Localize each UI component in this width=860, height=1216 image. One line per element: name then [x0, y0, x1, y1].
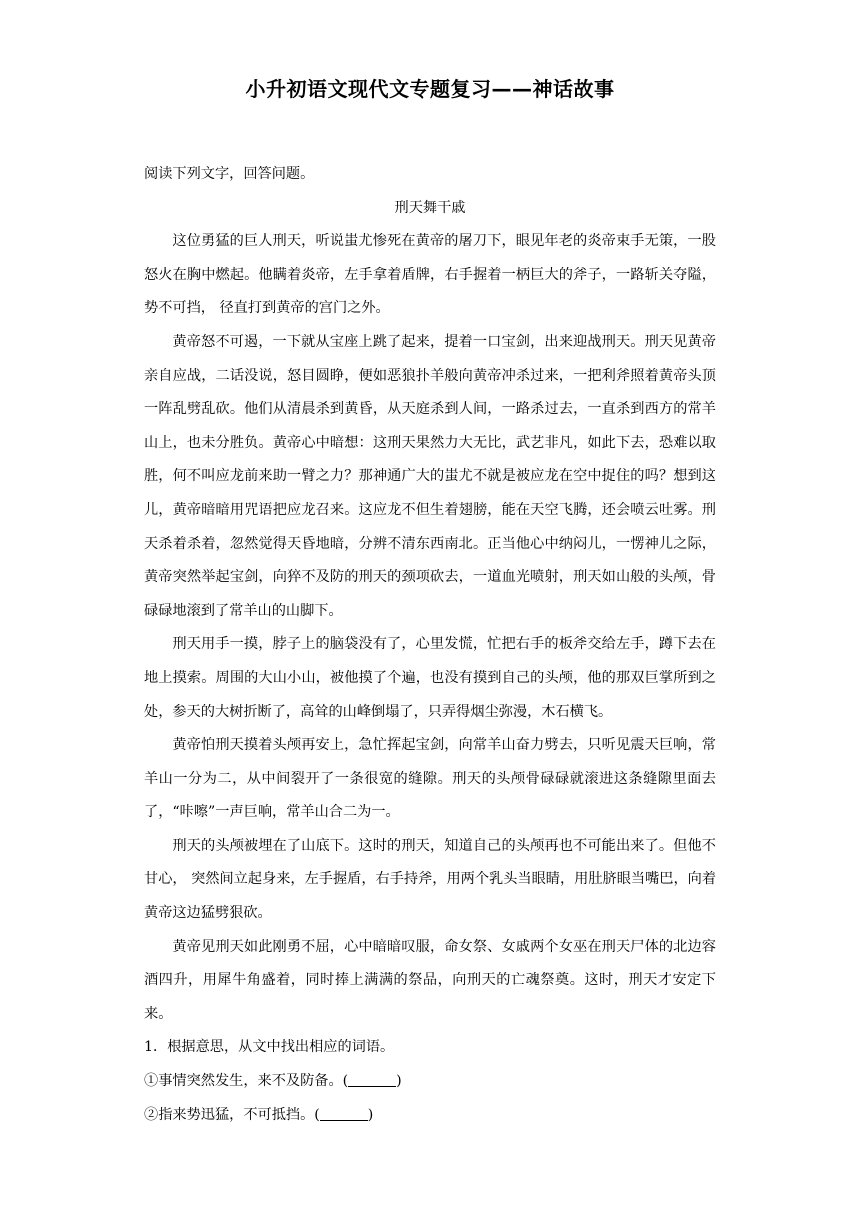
question-item-text: ①事情突然发生，来不及防备。(	[144, 1073, 349, 1090]
question-item	[144, 1099, 716, 1133]
question-1-label: 1．根据意思，从文中找出相应的词语。	[144, 1039, 395, 1056]
answer-blank[interactable]	[348, 1070, 396, 1087]
story-paragraph: 黄帝见刑天如此刚勇不屈，心中暗暗叹服，命女祭、女戚两个女巫在刑天尸体的北边容酒四升，用犀牛角盛着，同时捧上满满的祭品，向刑天的亡魂祭奠。这时，刑天才安定下来。	[144, 938, 716, 1022]
story-paragraph: 黄帝怕刑天摸着头颅再安上，急忙挥起宝剑，向常羊山奋力劈去，只听见震天巨响，常羊山一分为二，从中间裂开了一条很宽的缝隙。刑天的头颅骨碌碌就滚进这条缝隙里面去了，“咔嚓”一声巨响，常羊山合二为一。	[144, 737, 716, 821]
question-item	[144, 1065, 716, 1099]
document-title: 小升初语文现代文专题复习——神话故事	[245, 77, 615, 101]
reading-instruction: 阅读下列文字，回答问题。	[144, 166, 315, 182]
answer-blank[interactable]	[320, 1104, 368, 1121]
question-item-close: )	[367, 1106, 374, 1123]
question-item-text: ②指来势迅猛，不可抵挡。(	[144, 1106, 320, 1123]
question-item-close: )	[396, 1073, 402, 1090]
story-paragraph: 黄帝怒不可遏，一下就从宝座上跳了起来，提着一口宝剑，出来迎战刑天。刑天见黄帝亲自应战，二话没说，怒目圆睁，便如恶狼扑羊般向黄帝冲杀过来，一把利斧照着黄帝头顶一阵乱劈乱砍。他们从清晨杀到黄昏，从天庭杀到人间，一路杀过去，一直杀到西方的常羊山上，也未分胜负。黄帝心中暗想：这刑天果然力大无比，武艺非凡，如此下去，恐难以取胜，何不叫应龙前来助一臂之力？那神通广大的蚩尤不就是被应龙在空中捉住的吗？想到这儿，黄帝暗暗用咒语把应龙召来。这应龙不但生着翅膀，能在天空飞腾，还会喷云吐雾。刑天杀着杀着，忽然觉得天昏地暗，分辨不清东西南北。正当他心中纳闷儿，一愣神儿之际，黄帝突然举起宝剑，向猝不及防的刑天的颈项砍去，一道血光喷射，刑天如山般的头颅，骨碌碌地滚到了常羊山的山脚下。	[144, 333, 716, 619]
story-paragraph: 刑天的头颅被埋在了山底下。这时的刑天，知道自己的头颅再也不可能出来了。但他不甘心， 突然间立起身来，左手握盾，右手持斧，用两个乳头当眼睛，用肚脐眼当嘴巴，向着黄帝这边猛劈狠砍。	[144, 837, 717, 922]
document-body	[144, 158, 716, 1132]
story-title: 刑天舞干戚	[394, 199, 466, 216]
story-paragraph: 这位勇猛的巨人刑天，听说蚩尤惨死在黄帝的屠刀下，眼见年老的炎帝束手无策，一股怒火在胸中燃起。他瞒着炎帝，左手拿着盾牌，右手握着一柄巨大的斧子，一路斩关夺隘，势不可挡， 径直打到黄帝的宫门之外。	[144, 233, 716, 317]
story-paragraph: 刑天用手一摸，脖子上的脑袋没有了，心里发慌，忙把右手的板斧交给左手，蹲下去在地上摸索。周围的大山小山，被他摸了个遍，也没有摸到自己的头颅，他的那双巨掌所到之处，参天的大树折断了，高耸的山峰倒塌了，只弄得烟尘弥漫，木石横飞。	[144, 636, 716, 720]
